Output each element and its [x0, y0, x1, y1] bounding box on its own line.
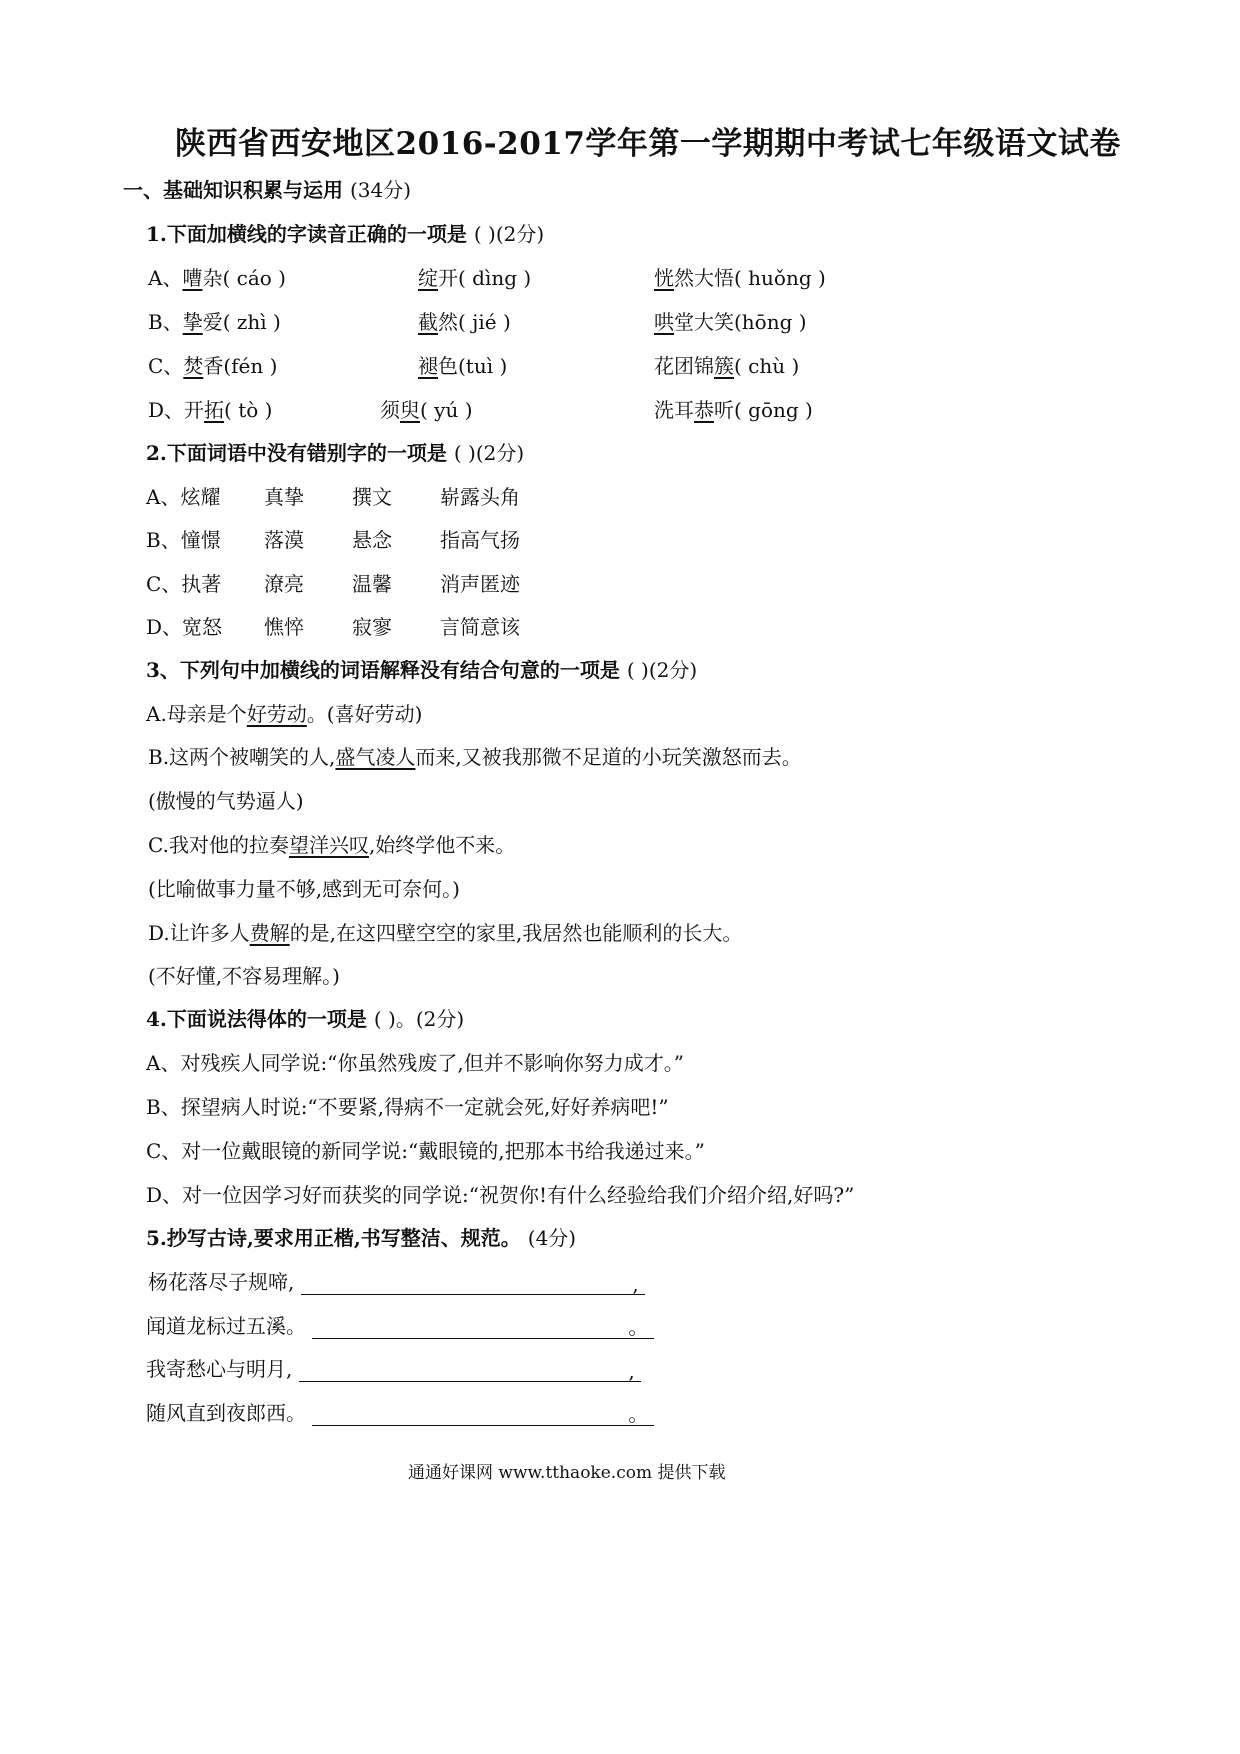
answer-blank-1[interactable]: , [301, 1272, 645, 1295]
poem-line-3: 我寄愁心与明月, , [146, 1353, 641, 1382]
poem-line-4: 随风直到夜郎西。 。 [146, 1397, 654, 1426]
question-2-points: ( )(2分) [453, 441, 525, 465]
q2-option-b: B、憧憬 [146, 528, 221, 552]
q1-option-a: A、嘈杂( cáo ) [148, 266, 286, 290]
q2-option-c: C、执著 [146, 572, 222, 596]
q2-word: 潦亮 [264, 572, 304, 596]
q1-option-b: B、挚爱( zhì ) [148, 310, 281, 334]
question-5-points: (4分) [527, 1226, 577, 1250]
section-label: 一、基础知识积累与运用 [123, 178, 343, 202]
answer-blank-2[interactable]: 。 [312, 1316, 654, 1339]
q3-option-d-note: (不好懂,不容易理解。) [148, 964, 340, 988]
question-4-points: ( )。(2分) [373, 1007, 465, 1031]
question-5-stem [146, 1222, 576, 1251]
q2-word: 寂寥 [352, 615, 392, 639]
section-points: (34分) [349, 178, 412, 202]
q2-word: 憔悴 [264, 615, 304, 639]
q2-word: 指高气扬 [440, 528, 520, 552]
answer-blank-3[interactable]: , [299, 1359, 641, 1382]
q1-option-c: C、焚香(fén ) [148, 354, 278, 378]
q4-option-b: B、探望病人时说:“不要紧,得病不一定就会死,好好养病吧!” [146, 1095, 669, 1119]
q1-option-c-3: 花团锦簇( chù ) [654, 354, 800, 378]
question-4-stem [146, 1003, 464, 1032]
question-3-stem [146, 654, 697, 683]
q2-word: 悬念 [352, 528, 392, 552]
q3-option-c-note: (比喻做事力量不够,感到无可奈何。) [148, 877, 460, 901]
footer-text: 通通好课网 www.tthaoke.com 提供下载 [408, 1463, 726, 1483]
section-heading [123, 174, 411, 203]
q2-word: 真挚 [264, 485, 304, 509]
q1-option-b-2: 截然( jié ) [418, 310, 511, 334]
q4-option-d: D、对一位因学习好而获奖的同学说:“祝贺你!有什么经验给我们介绍介绍,好吗?” [146, 1183, 855, 1207]
q2-word: 消声匿迹 [440, 572, 520, 596]
question-4-text: 4.下面说法得体的一项是 [146, 1007, 367, 1031]
q4-option-c: C、对一位戴眼镜的新同学说:“戴眼镜的,把那本书给我递过来。” [146, 1139, 705, 1163]
poem-line-2: 闻道龙标过五溪。 。 [146, 1310, 654, 1339]
question-3-points: ( )(2分) [626, 658, 698, 682]
q1-option-a-3: 恍然大悟( huǒng ) [654, 266, 826, 290]
q4-option-a: A、对残疾人同学说:“你虽然残废了,但并不影响你努力成才。” [146, 1051, 684, 1075]
q1-option-b-3: 哄堂大笑(hōng ) [654, 310, 807, 334]
question-2-stem [146, 437, 524, 466]
question-5-text: 5.抄写古诗,要求用正楷,书写整洁、规范。 [146, 1226, 521, 1250]
q1-option-d-2: 须臾( yú ) [380, 398, 473, 422]
poem-line-1: 杨花落尽子规啼, , [148, 1266, 645, 1295]
q2-word: 落漠 [264, 528, 304, 552]
q2-option-a: A、炫耀 [146, 485, 221, 509]
q2-word: 撰文 [352, 485, 392, 509]
q3-option-c: C.我对他的拉奏望洋兴叹,始终学他不来。 [148, 833, 516, 857]
q1-option-c-2: 褪色(tuì ) [418, 354, 508, 378]
page-title: 陕西省西安地区2016-2017学年第一学期期中考试七年级语文试卷 [175, 126, 1121, 162]
question-1-points: ( )(2分) [473, 222, 545, 246]
q1-option-d-3: 洗耳恭听( gōng ) [654, 398, 813, 422]
q2-option-d: D、宽怒 [146, 615, 223, 639]
q1-option-d: D、开拓( tò ) [148, 398, 273, 422]
q2-word: 温馨 [352, 572, 392, 596]
q2-word: 崭露头角 [440, 485, 520, 509]
question-2-text: 2.下面词语中没有错别字的一项是 [146, 441, 447, 465]
q3-option-b: B.这两个被嘲笑的人,盛气凌人而来,又被我那微不足道的小玩笑激怒而去。 [148, 745, 802, 769]
question-1-stem [146, 218, 544, 247]
question-1-text: 1.下面加横线的字读音正确的一项是 [146, 222, 467, 246]
q3-option-a: A.母亲是个好劳动。(喜好劳动) [146, 702, 423, 726]
question-3-text: 3、下列句中加横线的词语解释没有结合句意的一项是 [146, 658, 620, 682]
q3-option-d: D.让许多人费解的是,在这四壁空空的家里,我居然也能顺利的长大。 [148, 921, 743, 945]
q3-option-b-note: (傲慢的气势逼人) [148, 789, 304, 813]
answer-blank-4[interactable]: 。 [312, 1403, 654, 1426]
q2-word: 言简意该 [440, 615, 520, 639]
q1-option-a-2: 绽开( dìng ) [418, 266, 532, 290]
